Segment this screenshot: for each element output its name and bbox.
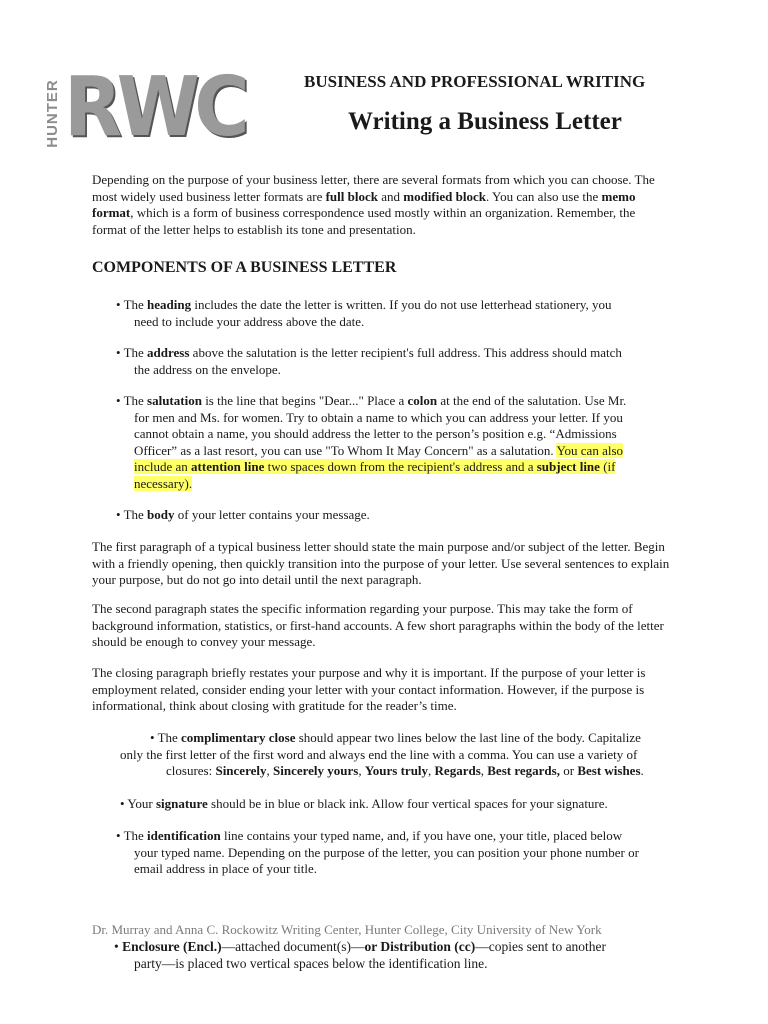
body-bullet: • The body of your letter contains your message. <box>116 507 370 522</box>
section-heading: COMPONENTS OF A BUSINESS LETTER <box>92 259 397 276</box>
heading-bullet: • The heading includes the date the letter is written. If you do not use letterhead stationery, you need to include your address above the date. <box>116 297 612 329</box>
address-bullet: • The address above the salutation is the letter recipient's full address. This address should match the address on the envelope. <box>116 345 622 377</box>
signature-bullet: • Your signature should be in blue or black ink. Allow four vertical spaces for your signature. <box>120 796 608 811</box>
highlighted-text: You can also <box>556 442 624 458</box>
salutation-bullet: • The salutation is the line that begins "Dear..." Place a colon at the end of the salutation. Use Mr. for men and Ms. for women. Try to obtain a name to which you can address your letter. If you cannot obtain a name, you should address the letter to the person’s position e.g. “Admissions Officer” as a last resort, you can use "To Whom It May Concern" as a salutation. You can also include an attention line two spaces down from the recipient's address and a subject line (if necessary). <box>116 393 627 491</box>
logo-main-text: RWC <box>64 60 245 155</box>
complimentary-close-bullet: • The complimentary close should appear two lines below the last line of the body. Capitalize only the first letter of the first word and always end the line with a comma. You can use a variety of closures: Sincerely, Sincerely yours, Yours truly, Regards, Best regards, or Best wishes. <box>120 730 644 778</box>
identification-bullet: • The identification line contains your typed name, and, if you have one, your title, placed below your typed name. Depending on the purpose of the letter, you can position your phone number or email address in place of your title. <box>116 828 639 876</box>
closing-paragraph-description: The closing paragraph briefly restates your purpose and why it is important. If the purpose of your letter is employment related, consider ending your letter with your contact information. However, if the purpose is informational, think about closing with gratitude for the reader’s time. <box>92 665 646 713</box>
first-paragraph-description: The first paragraph of a typical business letter should state the main purpose and/or subject of the letter. Begin with a friendly opening, then quickly transition into the purpose of your letter. Use several sentences to explain your purpose, but do not go into detail until the next paragraph. <box>92 539 670 587</box>
rwc-logo <box>40 60 245 155</box>
document-title: Writing a Business Letter <box>348 108 622 135</box>
second-paragraph-description: The second paragraph states the specific information regarding your purpose. This may take the form of background information, statistics, or first-hand accounts. A few short paragraphs within the body of the letter should be enough to convey your message. <box>92 601 664 649</box>
logo-side-text: HUNTER <box>43 78 61 148</box>
document-subtitle: BUSINESS AND PROFESSIONAL WRITING <box>304 72 646 91</box>
page-footer: Dr. Murray and Anna C. Rockowitz Writing Center, Hunter College, City University of New York <box>92 922 602 937</box>
enclosure-bullet: • Enclosure (Encl.)—attached document(s)—or Distribution (cc)—copies sent to another party—is placed two vertical spaces below the identification line. <box>114 939 607 971</box>
intro-paragraph: Depending on the purpose of your business letter, there are several formats from which you can choose. The most widely used business letter formats are full block and modified block. You can also use the memo format, which is a form of business correspondence used mostly within an organization. Remember, the format of the letter helps to establish its tone and presentation. <box>92 172 655 237</box>
